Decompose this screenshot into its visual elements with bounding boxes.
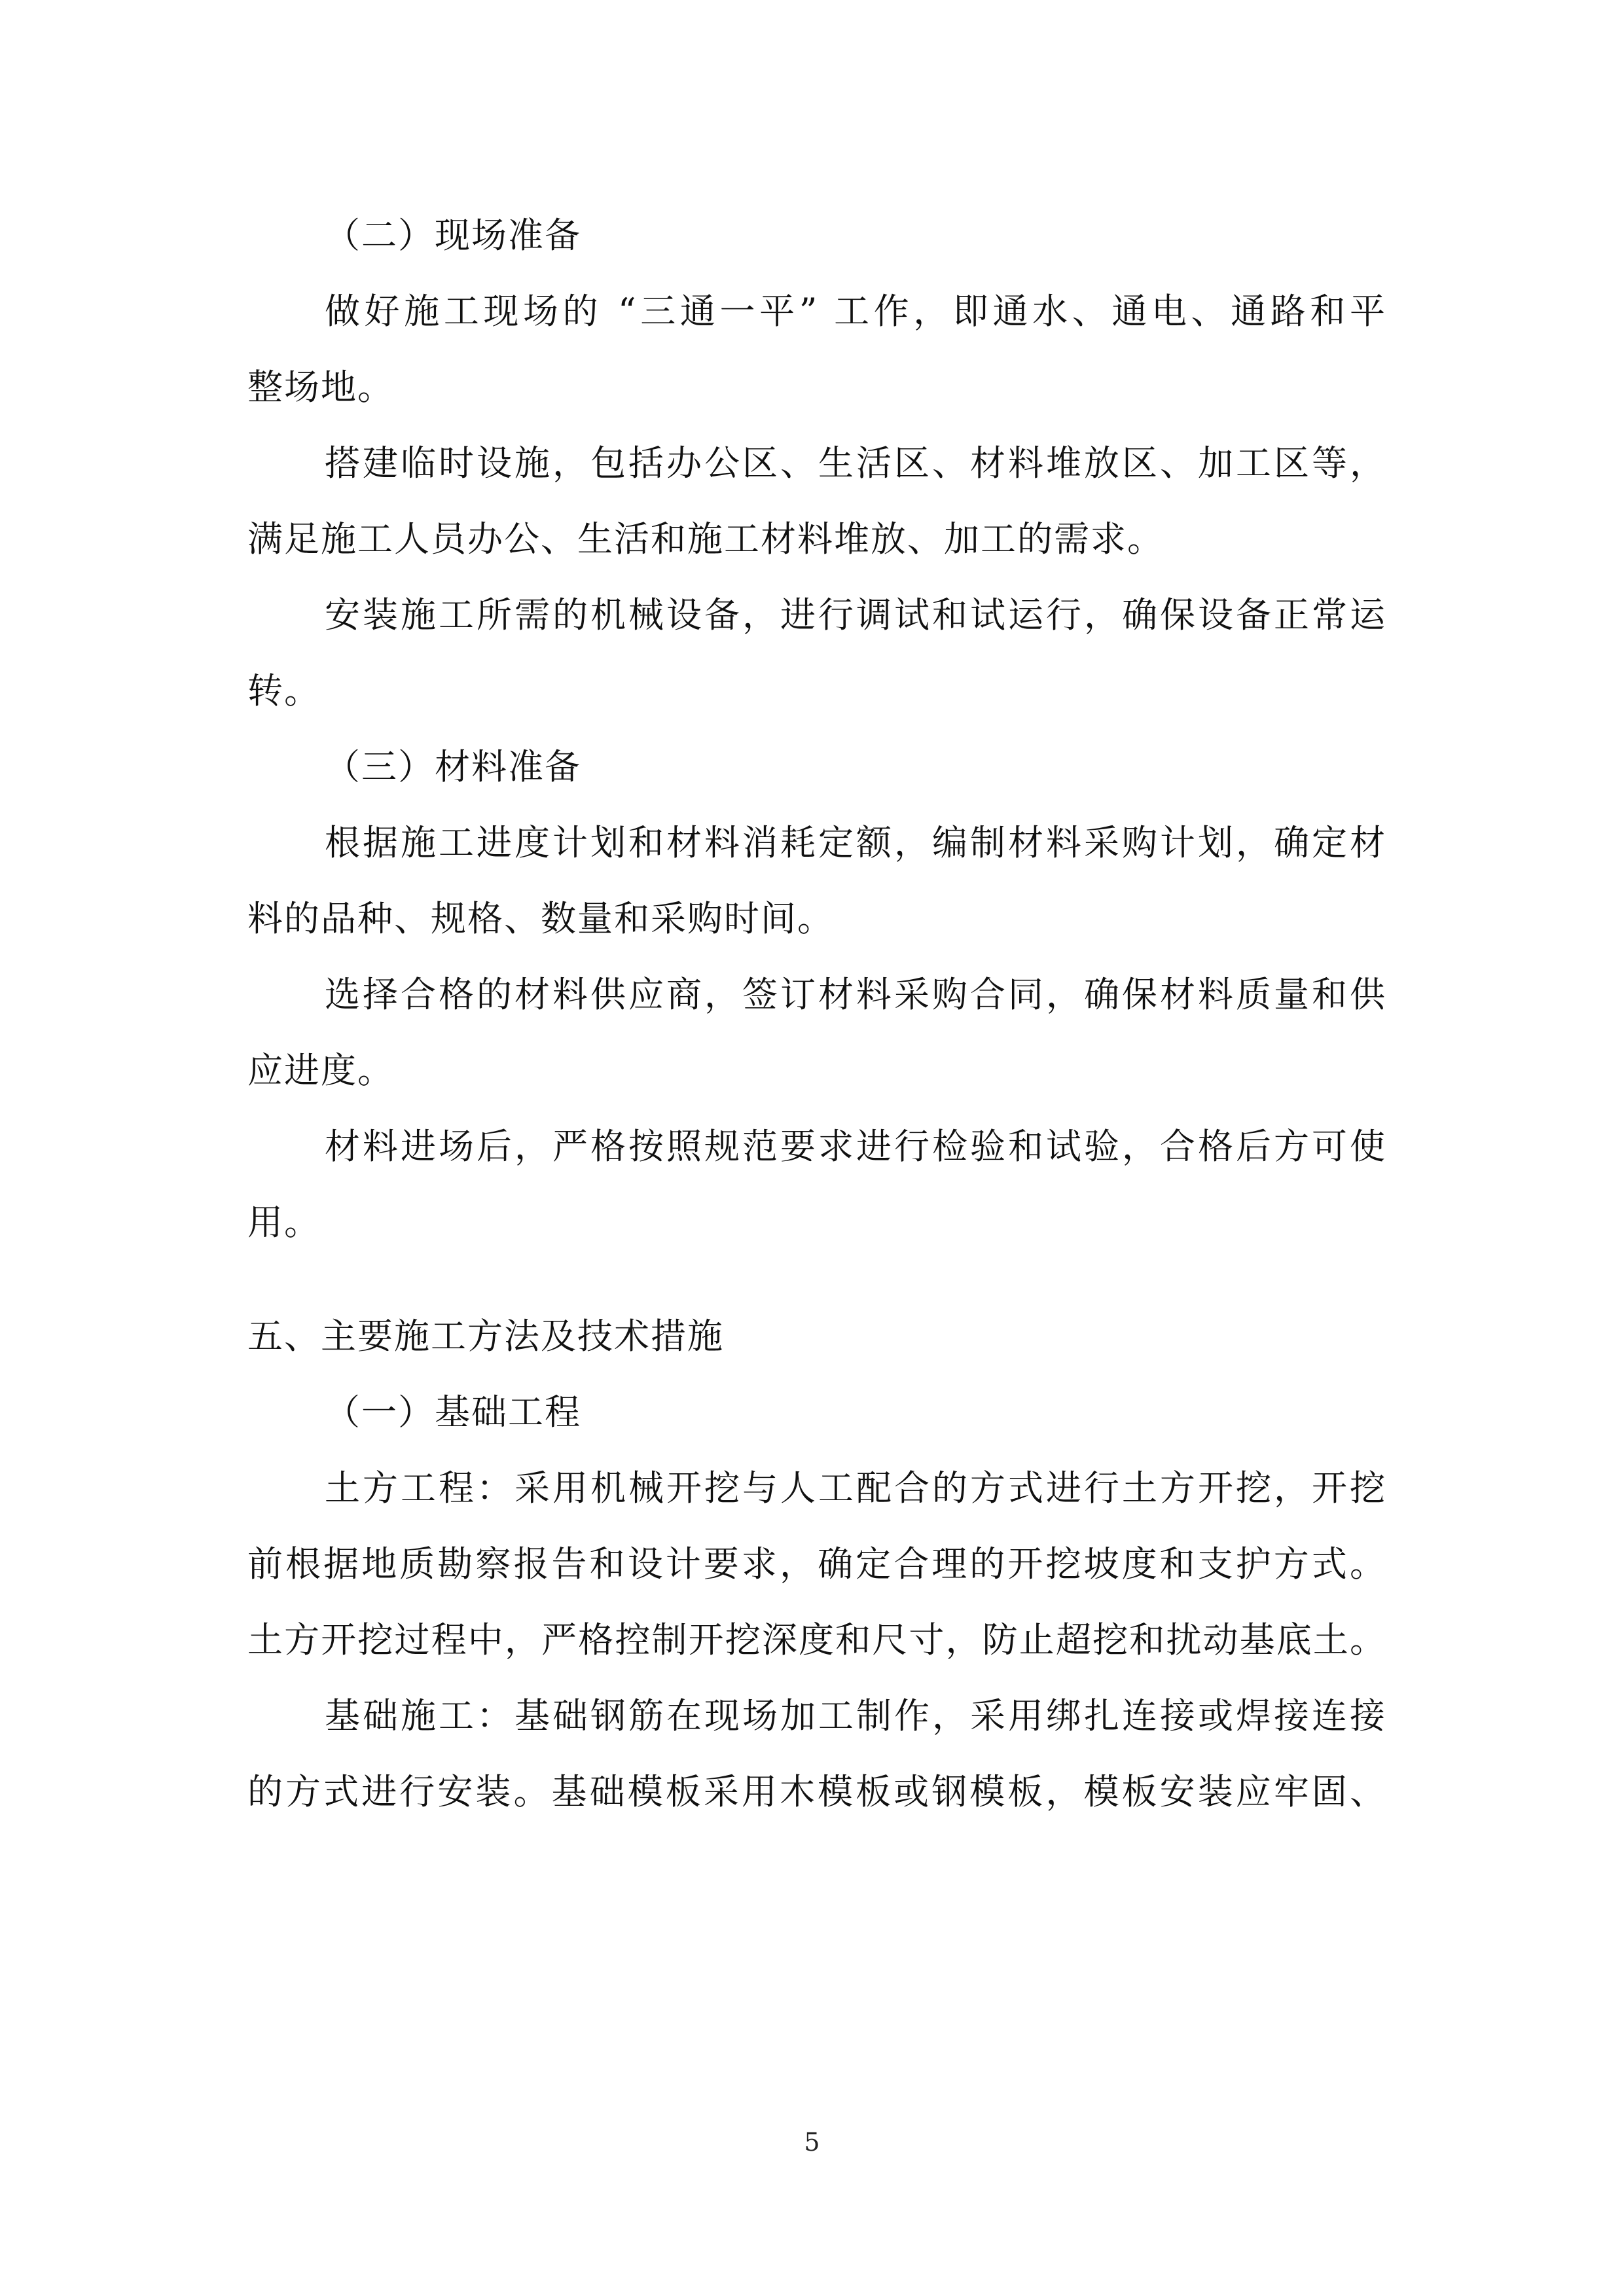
paragraph-line: 土方工程：采用机械开挖与人工配合的方式进行土方开挖，开挖 xyxy=(325,1467,1386,1509)
section-heading-construction-methods: 五、主要施工方法及技术措施 xyxy=(247,1316,724,1357)
paragraph-line: 根据施工进度计划和材料消耗定额，编制材料采购计划，确定材 xyxy=(325,822,1386,863)
paragraph-line: 整场地。 xyxy=(247,367,394,408)
paragraph-line: 基础施工：基础钢筋在现场加工制作，采用绑扎连接或焊接连接 xyxy=(325,1695,1386,1736)
paragraph-line: 做好施工现场的 “三通一平” 工作，即通水、通电、通路和平 xyxy=(325,291,1386,332)
paragraph-line: 土方开挖过程中，严格控制开挖深度和尺寸，防止超挖和扰动基底土。 xyxy=(247,1619,1386,1660)
paragraph-line: 搭建临时设施，包括办公区、生活区、材料堆放区、加工区等， xyxy=(325,442,1386,484)
paragraph-line: 材料进场后，严格按照规范要求进行检验和试验，合格后方可使 xyxy=(325,1126,1386,1167)
paragraph-line: 选择合格的材料供应商，签订材料采购合同，确保材料质量和供 xyxy=(325,974,1386,1015)
paragraph-line: 应进度。 xyxy=(247,1050,394,1091)
subheading-foundation-works: （一）基础工程 xyxy=(325,1391,581,1433)
subheading-material-preparation: （三）材料准备 xyxy=(325,746,581,787)
paragraph-line: 满足施工人员办公、生活和施工材料堆放、加工的需求。 xyxy=(247,518,1164,560)
subheading-site-preparation: （二）现场准备 xyxy=(325,215,581,256)
paragraph-line: 安装施工所需的机械设备，进行调试和试运行，确保设备正常运 xyxy=(325,594,1386,636)
page-number: 5 xyxy=(804,2128,820,2157)
paragraph-line: 用。 xyxy=(247,1202,321,1243)
paragraph-line: 料的品种、规格、数量和采购时间。 xyxy=(247,898,834,939)
paragraph-line: 的方式进行安装。基础模板采用木模板或钢模板，模板安装应牢固、 xyxy=(247,1771,1386,1812)
paragraph-line: 转。 xyxy=(247,670,321,711)
paragraph-line: 前根据地质勘察报告和设计要求，确定合理的开挖坡度和支护方式。 xyxy=(247,1543,1386,1585)
